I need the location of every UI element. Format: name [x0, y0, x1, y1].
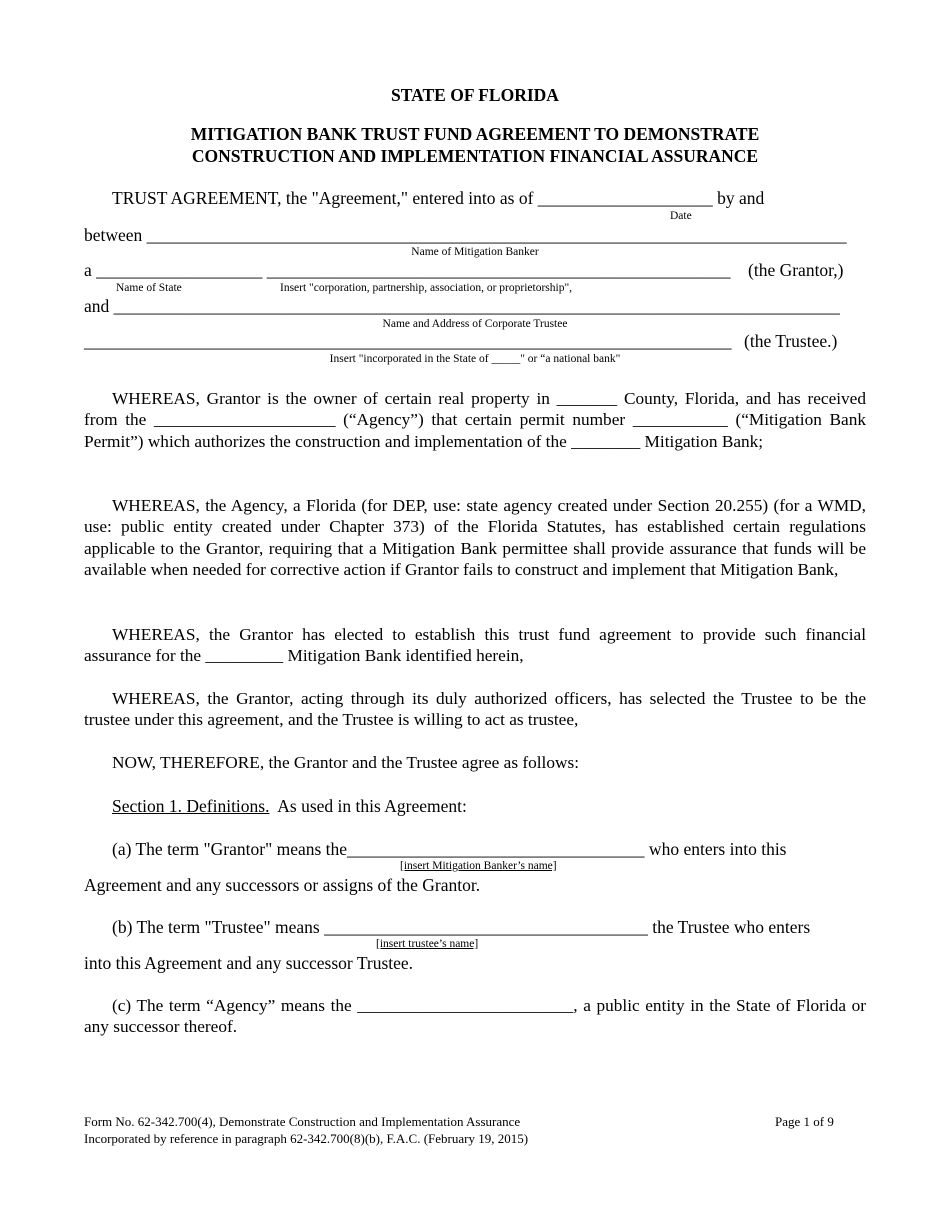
agreement-date-line: TRUST AGREEMENT, the "Agreement," entered into as of ____________________ by and: [112, 188, 765, 208]
definition-a-continuation: Agreement and any successors or assigns of the Grantor.: [84, 875, 481, 895]
incorporated-label: Insert "incorporated in the State of _____" or “a national bank": [329, 353, 621, 365]
trustee-suffix: (the Trustee.): [744, 331, 838, 351]
whereas-paragraph-4: WHEREAS, the Grantor, acting through its duly authorized officers, has selected the Trustee to be the trustee under this agreement, and the Trustee is willing to act as trustee,: [84, 689, 866, 730]
trustee-name-line: and ___________________________________________________________________________________: [84, 296, 840, 316]
title-line-1: MITIGATION BANK TRUST FUND AGREEMENT TO DEMONSTRATE: [190, 124, 760, 144]
definition-a-line: (a) The term "Grantor" means the__________________________________ who enters into this: [112, 839, 787, 859]
state-name-label: Name of State: [116, 282, 182, 294]
section-1-heading: Section 1. Definitions.: [112, 796, 270, 816]
grantor-line: a ___________________ _____________________________________________________: [84, 260, 731, 280]
title-line-2: CONSTRUCTION AND IMPLEMENTATION FINANCIAL ASSURANCE: [191, 146, 759, 166]
grantor-suffix: (the Grantor,): [748, 260, 844, 280]
page-number: Page 1 of 9: [775, 1114, 834, 1129]
state-heading: STATE OF FLORIDA: [391, 85, 559, 105]
banker-name-line: between ________________________________________________________________________________: [84, 225, 847, 245]
trustee-name-hint: [insert trustee’s name]: [376, 938, 479, 950]
now-therefore-paragraph: NOW, THEREFORE, the Grantor and the Trustee agree as follows:: [112, 753, 580, 772]
footer-form-number: Form No. 62-342.700(4), Demonstrate Construction and Implementation Assurance: [84, 1114, 521, 1129]
trustee-name-label: Name and Address of Corporate Trustee: [382, 318, 568, 330]
date-label: Date: [670, 210, 692, 222]
footer-incorporated: Incorporated by reference in paragraph 62-342.700(8)(b), F.A.C. (February 19, 2015): [84, 1131, 529, 1146]
definition-b-line: (b) The term "Trustee" means _____________________________________ the Trustee who enters: [112, 917, 811, 937]
whereas-paragraph-3: WHEREAS, the Grantor has elected to establish this trust fund agreement to provide such financial assurance for the _________ Mitigation Bank identified herein,: [84, 625, 866, 666]
trustee-line: __________________________________________________________________________: [84, 331, 732, 351]
whereas-paragraph-1: WHEREAS, Grantor is the owner of certain real property in _______ County, Florida, and has received from the _____________________ (“Agency”) that certain permit number ___________ (“Mitigation Bank Permit”) which authorizes the construction and implementation of the ________ Mitigation Bank;: [84, 389, 866, 451]
whereas-paragraph-2: WHEREAS, the Agency, a Florida (for DEP, use: state agency created under Section 20.255) (for a WMD, use: public entity created under Chapter 373) of the Florida Statutes, has established certain regulations applicable to the Grantor, requiring that a Mitigation Bank permittee shall provide assurance that funds will be available when needed for corrective action if Grantor fails to construct and implement that Mitigation Bank,: [84, 496, 866, 580]
section-1-intro: As used in this Agreement:: [269, 796, 467, 816]
banker-name-label: Name of Mitigation Banker: [411, 246, 539, 258]
banker-name-hint: [insert Mitigation Banker’s name]: [400, 860, 557, 872]
entity-type-label: Insert "corporation, partnership, association, or proprietorship",: [280, 282, 573, 294]
definition-c-paragraph: (c) The term “Agency” means the _________________________, a public entity in the State of Florida or any successor thereof.: [84, 996, 866, 1037]
section-1-heading-row: [112, 796, 467, 817]
definition-b-continuation: into this Agreement and any successor Trustee.: [84, 953, 414, 973]
